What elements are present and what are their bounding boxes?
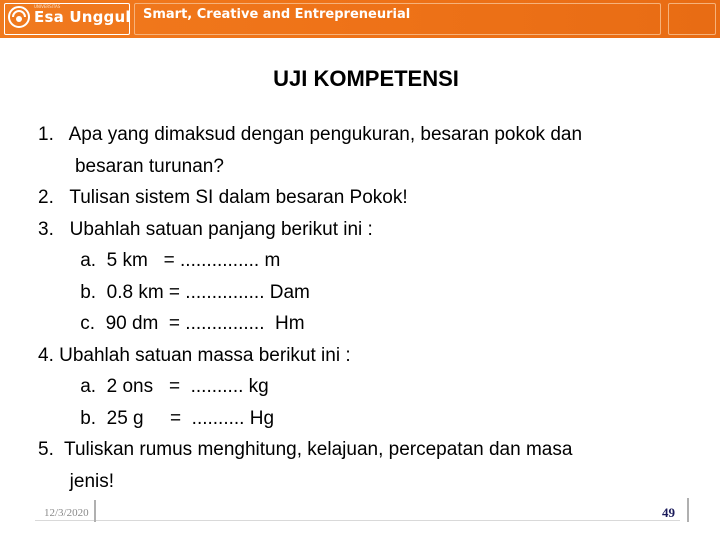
slide-title: UJI KOMPETENSI — [273, 66, 459, 91]
footer-divider — [687, 498, 689, 522]
header-right-frame — [668, 3, 716, 35]
question-line: a. 2 ons = .......... kg — [38, 376, 269, 397]
logo-small-text: UNIVERSITAS — [34, 4, 61, 9]
question-line: b. 0.8 km = ............... Dam — [38, 281, 310, 303]
question-line: 2. Tulisan sistem SI dalam besaran Pokok! — [38, 187, 408, 208]
footer-date: 12/3/2020 — [44, 507, 89, 519]
page-number: 49 — [662, 505, 675, 520]
logo-text: Esa Unggul — [34, 8, 131, 26]
question-line: 5. Tuliskan rumus menghitung, kelajuan, percepatan dan masa — [38, 439, 573, 460]
question-line: besaran turunan? — [38, 155, 224, 177]
esa-unggul-logo-icon — [8, 6, 30, 28]
slide-content — [38, 119, 698, 497]
question-line: jenis! — [38, 470, 115, 492]
question-line: 1. Apa yang dimaksud dengan pengukuran, besaran pokok dan — [38, 124, 583, 145]
question-line: c. 90 dm = ............... Hm — [38, 313, 305, 334]
question-line: 3. Ubahlah satuan panjang berikut ini : — [38, 218, 373, 240]
question-line: 4. Ubahlah satuan massa berikut ini : — [38, 344, 351, 366]
question-line: a. 5 km = ............... m — [38, 250, 281, 271]
tagline: Smart, Creative and Entrepreneurial — [143, 7, 411, 22]
question-line: b. 25 g = .......... Hg — [38, 407, 275, 429]
header-banner — [0, 0, 720, 38]
footer-rule — [35, 520, 680, 521]
footer-divider — [94, 500, 96, 522]
